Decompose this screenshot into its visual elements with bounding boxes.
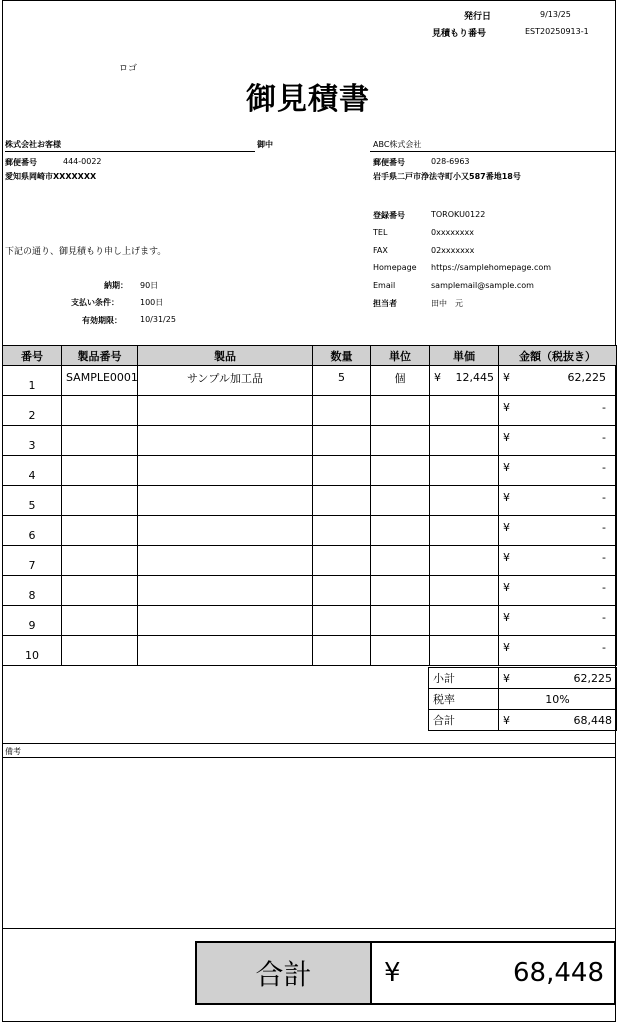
row-no: 9 bbox=[3, 606, 62, 636]
row-unit[interactable] bbox=[371, 546, 430, 576]
issuer-postal: 028-6963 bbox=[431, 157, 470, 166]
row-product[interactable] bbox=[138, 636, 313, 666]
row-amount-cell bbox=[499, 516, 617, 546]
row-amount: 62,225 bbox=[567, 371, 606, 384]
row-amount: - bbox=[602, 641, 606, 654]
payment-value: 100日 bbox=[140, 298, 164, 307]
row-code[interactable] bbox=[62, 636, 138, 666]
subtotal-label: 小計 bbox=[429, 668, 499, 689]
delivery-label: 納期： bbox=[104, 281, 128, 290]
validity-value: 10/31/25 bbox=[140, 315, 176, 324]
remarks-divider bbox=[2, 757, 616, 758]
row-no: 4 bbox=[3, 456, 62, 486]
validity-label: 有効期限： bbox=[82, 316, 122, 325]
customer-name: 株式会社お客様 bbox=[5, 140, 61, 149]
grand-total-box bbox=[195, 941, 616, 1005]
table-row bbox=[3, 426, 617, 456]
row-amount-yen: ¥ bbox=[503, 641, 510, 654]
issuer-email-label: Email bbox=[373, 281, 396, 290]
issuer-fax: 02xxxxxxx bbox=[431, 246, 475, 255]
row-amount-yen: ¥ bbox=[503, 521, 510, 534]
payment-label: 支払い条件： bbox=[71, 298, 119, 307]
row-price-cell[interactable] bbox=[430, 576, 499, 606]
table-row bbox=[3, 486, 617, 516]
issue-date: 9/13/25 bbox=[540, 10, 571, 19]
row-amount-yen: ¥ bbox=[503, 461, 510, 474]
row-amount: - bbox=[602, 491, 606, 504]
issuer-postal-label: 郵便番号 bbox=[373, 158, 405, 167]
intro-text: 下記の通り、御見積もり申し上げます。 bbox=[5, 247, 167, 257]
row-amount-yen: ¥ bbox=[503, 611, 510, 624]
col-header-unit: 単位 bbox=[371, 346, 430, 366]
row-qty[interactable] bbox=[313, 546, 371, 576]
row-no: 5 bbox=[3, 486, 62, 516]
col-header-amount: 金額（税抜き） bbox=[499, 346, 617, 366]
row-product[interactable] bbox=[138, 486, 313, 516]
row-price-cell[interactable] bbox=[430, 606, 499, 636]
row-price-cell[interactable] bbox=[430, 366, 499, 396]
customer-postal: 444-0022 bbox=[63, 157, 102, 166]
row-code[interactable] bbox=[62, 396, 138, 426]
table-row bbox=[3, 396, 617, 426]
total-value: 68,448 bbox=[573, 713, 612, 727]
row-no: 7 bbox=[3, 546, 62, 576]
row-qty[interactable] bbox=[313, 516, 371, 546]
row-amount-cell bbox=[499, 366, 617, 396]
row-price-yen: ¥ bbox=[434, 371, 441, 384]
row-qty[interactable] bbox=[313, 426, 371, 456]
row-unit[interactable] bbox=[371, 576, 430, 606]
row-price-cell[interactable] bbox=[430, 456, 499, 486]
row-no: 6 bbox=[3, 516, 62, 546]
row-amount-cell bbox=[499, 576, 617, 606]
issuer-homepage[interactable]: https://samplehomepage.com bbox=[431, 263, 552, 272]
row-price-cell[interactable] bbox=[430, 516, 499, 546]
row-product[interactable]: サンプル加工品 bbox=[138, 366, 313, 396]
row-amount-cell bbox=[499, 546, 617, 576]
items-table bbox=[2, 345, 617, 666]
row-no: 8 bbox=[3, 576, 62, 606]
row-product[interactable] bbox=[138, 576, 313, 606]
row-amount: - bbox=[602, 401, 606, 414]
issuer-name: ABC株式会社 bbox=[373, 140, 422, 149]
row-product[interactable] bbox=[138, 456, 313, 486]
row-amount: - bbox=[602, 551, 606, 564]
row-amount: - bbox=[602, 431, 606, 444]
tax-value: 10% bbox=[499, 689, 617, 710]
row-amount-yen: ¥ bbox=[503, 551, 510, 564]
customer-honorific: 御中 bbox=[257, 140, 273, 149]
row-amount-yen: ¥ bbox=[503, 581, 510, 594]
row-code[interactable] bbox=[62, 456, 138, 486]
row-code[interactable] bbox=[62, 576, 138, 606]
logo-placeholder: ロゴ bbox=[119, 64, 138, 74]
table-row bbox=[3, 576, 617, 606]
row-amount-cell bbox=[499, 486, 617, 516]
row-no: 10 bbox=[3, 636, 62, 666]
customer-address: 愛知県岡崎市XXXXXXX bbox=[5, 172, 97, 181]
row-qty[interactable] bbox=[313, 636, 371, 666]
issuer-address: 岩手県二戸市浄法寺町小又587番地18号 bbox=[373, 172, 521, 181]
row-no: 3 bbox=[3, 426, 62, 456]
row-amount-cell bbox=[499, 396, 617, 426]
subtotal-row bbox=[429, 668, 617, 689]
issuer-contact: 田中 元 bbox=[431, 299, 463, 308]
row-price-cell[interactable] bbox=[430, 396, 499, 426]
issuer-contact-label: 担当者 bbox=[373, 299, 397, 308]
grand-total-yen: ¥ bbox=[384, 958, 401, 988]
row-price-cell[interactable] bbox=[430, 636, 499, 666]
issuer-underline bbox=[370, 151, 616, 152]
issuer-tel: 0xxxxxxxx bbox=[431, 228, 474, 237]
tax-label: 税率 bbox=[429, 689, 499, 710]
row-qty[interactable] bbox=[313, 456, 371, 486]
row-amount-cell bbox=[499, 636, 617, 666]
table-row bbox=[3, 456, 617, 486]
row-amount-yen: ¥ bbox=[503, 491, 510, 504]
issue-date-label: 発行日 bbox=[464, 12, 492, 22]
page-title: 御見積書 bbox=[246, 82, 370, 117]
row-code[interactable] bbox=[62, 426, 138, 456]
issuer-fax-label: FAX bbox=[373, 246, 388, 255]
issuer-email[interactable]: samplemail@sample.com bbox=[431, 281, 534, 290]
row-code[interactable] bbox=[62, 516, 138, 546]
row-no: 2 bbox=[3, 396, 62, 426]
customer-underline bbox=[5, 151, 255, 152]
col-header-qty: 数量 bbox=[313, 346, 371, 366]
row-no: 1 bbox=[3, 366, 62, 396]
row-unit[interactable] bbox=[371, 426, 430, 456]
tax-row bbox=[429, 689, 617, 710]
row-unit[interactable] bbox=[371, 516, 430, 546]
row-unit[interactable] bbox=[371, 636, 430, 666]
subtotal-yen: ¥ bbox=[503, 671, 510, 685]
row-amount: - bbox=[602, 611, 606, 624]
row-product[interactable] bbox=[138, 426, 313, 456]
table-row bbox=[3, 516, 617, 546]
issuer-reg: TOROKU0122 bbox=[431, 210, 486, 219]
col-header-no: 番号 bbox=[3, 346, 62, 366]
row-amount: - bbox=[602, 581, 606, 594]
table-header-row bbox=[3, 346, 617, 366]
total-row bbox=[429, 710, 617, 731]
subtotal-value: 62,225 bbox=[573, 671, 612, 685]
customer-postal-label: 郵便番号 bbox=[5, 158, 37, 167]
row-unit[interactable]: 個 bbox=[371, 366, 430, 396]
row-code[interactable] bbox=[62, 486, 138, 516]
totals-table bbox=[428, 667, 617, 731]
row-qty[interactable] bbox=[313, 486, 371, 516]
row-amount-yen: ¥ bbox=[503, 371, 510, 384]
issuer-reg-label: 登録番号 bbox=[373, 211, 405, 220]
total-label: 合計 bbox=[429, 710, 499, 731]
row-unit[interactable] bbox=[371, 486, 430, 516]
row-amount-cell bbox=[499, 606, 617, 636]
row-unit[interactable] bbox=[371, 396, 430, 426]
grand-total-label: 合計 bbox=[197, 943, 372, 1003]
issuer-homepage-label: Homepage bbox=[373, 263, 417, 272]
estimate-no-label: 見積もり番号 bbox=[432, 29, 487, 39]
issuer-tel-label: TEL bbox=[373, 228, 388, 237]
row-code[interactable] bbox=[62, 546, 138, 576]
row-code[interactable] bbox=[62, 606, 138, 636]
row-price-cell[interactable] bbox=[430, 546, 499, 576]
row-amount-cell bbox=[499, 426, 617, 456]
table-row bbox=[3, 636, 617, 666]
table-row bbox=[3, 546, 617, 576]
row-qty[interactable] bbox=[313, 606, 371, 636]
row-product[interactable] bbox=[138, 606, 313, 636]
row-amount: - bbox=[602, 461, 606, 474]
remarks-label: 備考 bbox=[5, 747, 21, 756]
row-product[interactable] bbox=[138, 516, 313, 546]
total-yen: ¥ bbox=[503, 713, 510, 727]
row-qty[interactable] bbox=[313, 576, 371, 606]
row-unit[interactable] bbox=[371, 456, 430, 486]
row-qty[interactable]: 5 bbox=[313, 366, 371, 396]
row-product[interactable] bbox=[138, 396, 313, 426]
row-amount: - bbox=[602, 521, 606, 534]
delivery-value: 90日 bbox=[140, 281, 159, 290]
remarks-box bbox=[2, 743, 616, 929]
row-product[interactable] bbox=[138, 546, 313, 576]
estimate-no: EST20250913-1 bbox=[525, 27, 589, 36]
row-amount-yen: ¥ bbox=[503, 401, 510, 414]
row-qty[interactable] bbox=[313, 396, 371, 426]
col-header-code: 製品番号 bbox=[62, 346, 138, 366]
row-amount-cell bbox=[499, 456, 617, 486]
col-header-price: 単価 bbox=[430, 346, 499, 366]
row-code[interactable]: SAMPLE0001 bbox=[62, 366, 138, 396]
row-amount-yen: ¥ bbox=[503, 431, 510, 444]
row-price: 12,445 bbox=[455, 371, 494, 384]
row-price-cell[interactable] bbox=[430, 486, 499, 516]
row-unit[interactable] bbox=[371, 606, 430, 636]
grand-total-value: 68,448 bbox=[513, 958, 604, 988]
table-row bbox=[3, 366, 617, 396]
col-header-product: 製品 bbox=[138, 346, 313, 366]
row-price-cell[interactable] bbox=[430, 426, 499, 456]
table-row bbox=[3, 606, 617, 636]
